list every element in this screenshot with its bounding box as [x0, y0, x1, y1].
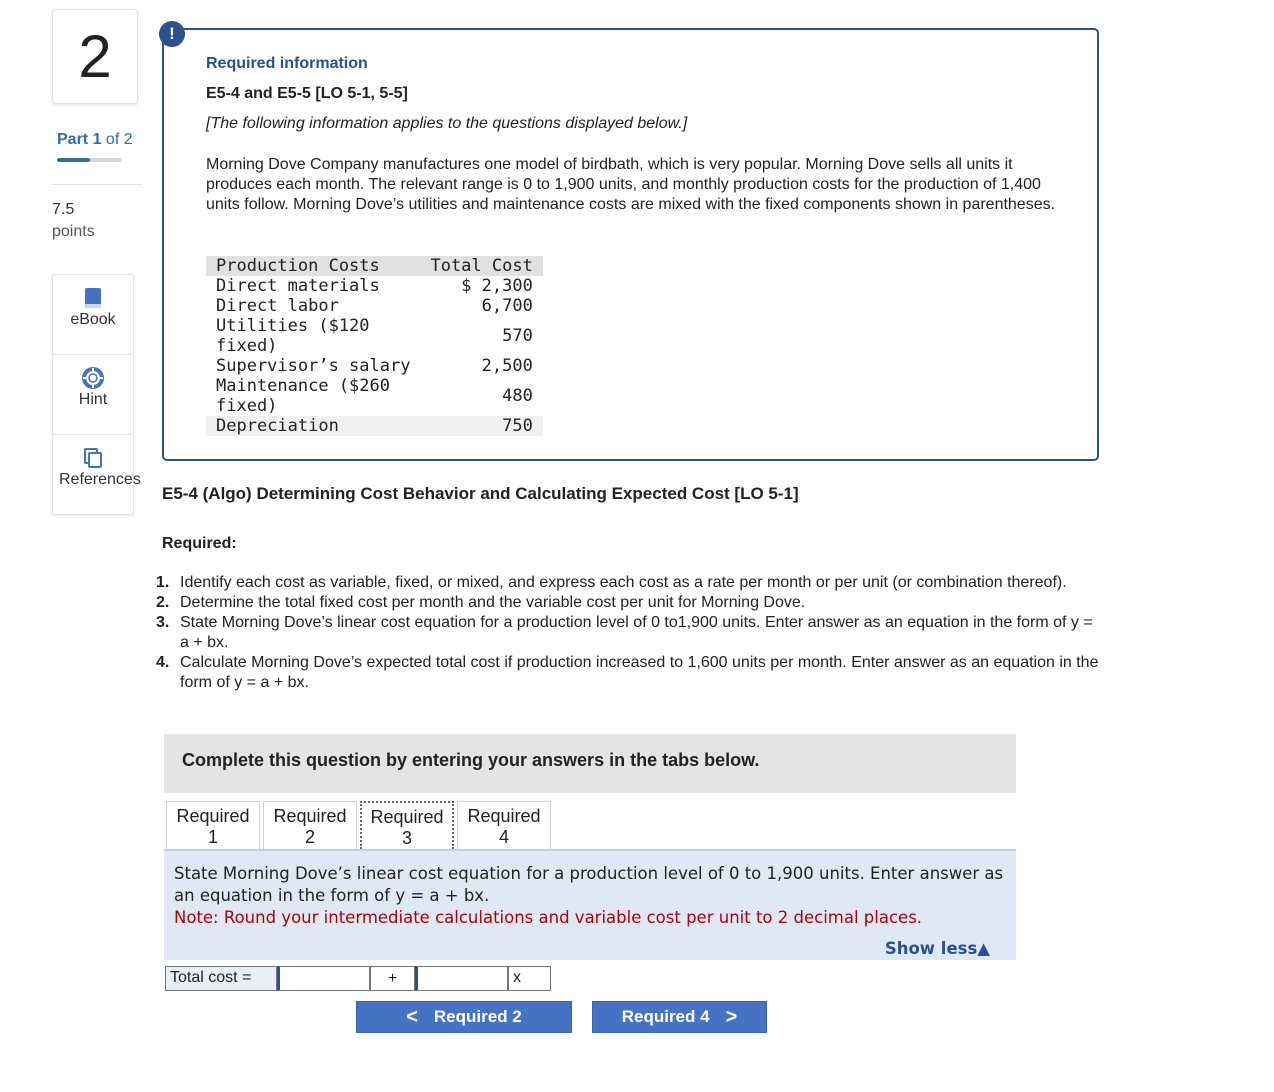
required-label: Required: [162, 535, 237, 552]
info-intro: Morning Dove Company manufactures one model of birdbath, which is very popular. Morning Dove sells all units it produces each month. The relevant range is 0 to 1,900 units, and monthly production costs for the production of 1,400 units follow. Morning Dove’s utilities and maintenance costs are mixed with the fixed components shown in parentheses. [206, 156, 1056, 213]
requirements-list [156, 573, 1106, 693]
item-number: 3. [156, 614, 170, 631]
part-label-rest: of 2 [105, 131, 133, 148]
table-row [206, 316, 543, 356]
cost-name: Direct labor [216, 296, 339, 316]
list-item [156, 613, 1106, 653]
plus-sign: + [370, 966, 415, 991]
item-number: 1. [156, 574, 170, 591]
table-row [206, 276, 543, 296]
cost-value: 480 [502, 386, 533, 406]
required-information-heading: Required information [206, 55, 368, 72]
show-less-link[interactable] [885, 938, 990, 960]
triangle-up-icon: ▲ [977, 939, 990, 958]
complete-question-banner: Complete this question by entering your answers in the tabs below. [164, 734, 1016, 793]
book-icon [53, 287, 133, 309]
exercise-title: E5-4 (Algo) Determining Cost Behavior and Calculating Expected Cost [LO 5-1] [162, 484, 799, 503]
item-number: 4. [156, 654, 170, 671]
previous-required-2-button[interactable] [356, 1001, 572, 1033]
tab-required-4[interactable] [457, 801, 551, 849]
list-item [156, 573, 1106, 593]
tab-label-line2: 2 [304, 827, 315, 847]
item-number: 2. [156, 594, 170, 611]
cost-name: Direct materials [216, 276, 380, 296]
tab-label-line2: 4 [498, 827, 509, 847]
list-item [156, 653, 1106, 693]
cost-value: 750 [420, 416, 542, 436]
equation-row [165, 966, 551, 991]
part-label-bold: Part 1 [57, 131, 102, 148]
cost-name: Maintenance ($260 fixed) [216, 376, 390, 416]
hint-button[interactable] [53, 367, 133, 435]
cost-value: 2,500 [481, 356, 533, 376]
alert-icon: ! [159, 21, 185, 47]
tab-label-line1: Required [467, 806, 541, 826]
variable-cost-input[interactable] [415, 966, 508, 991]
tab-panel-required-3 [164, 849, 1016, 960]
references-label: References [59, 471, 141, 488]
chevron-right-icon: > [725, 1005, 738, 1028]
info-note: [The following information applies to the questions displayed below.] [206, 115, 688, 132]
fixed-cost-input[interactable] [277, 966, 370, 991]
column-header-total-cost: Total Cost [420, 256, 542, 276]
next-button-label: Required 4 [621, 1007, 710, 1026]
ebook-label: eBook [70, 311, 116, 328]
tools-panel [52, 274, 141, 515]
column-header-production-costs: Production Costs [206, 256, 420, 276]
cost-name: Depreciation [206, 416, 420, 436]
cost-name: Supervisor’s salary [216, 356, 411, 376]
table-row [206, 416, 543, 436]
list-item [156, 593, 1106, 613]
table-header-row [206, 256, 543, 276]
tab-label-line1: Required [370, 807, 444, 827]
item-text: Calculate Morning Dove’s expected total cost if production increased to 1,600 units per month. Enter answer as an equation in the form of y = a + bx. [180, 654, 1099, 691]
tab-required-2[interactable] [263, 801, 357, 849]
references-button[interactable] [53, 447, 141, 514]
tab-label-line1: Required [176, 806, 250, 826]
cost-value: $ 2,300 [461, 276, 533, 296]
tab-label-line1: Required [273, 806, 347, 826]
item-text: State Morning Dove’s linear cost equation for a production level of 0 to1,900 units. Enter answer as an equation in the form of y = a + bx. [180, 614, 1093, 651]
show-less-label: Show less [884, 939, 978, 958]
next-required-4-button[interactable] [592, 1001, 767, 1033]
lifebuoy-icon [53, 367, 133, 389]
divider [52, 184, 142, 185]
info-title: E5-4 and E5-5 [LO 5-1, 5-5] [206, 85, 408, 102]
table-row [206, 356, 543, 376]
table-row [206, 376, 543, 416]
table-row [206, 296, 543, 316]
tab-required-1[interactable] [166, 801, 260, 849]
cost-name: Utilities ($120 fixed) [216, 316, 370, 356]
tab-label-line2: 1 [207, 827, 218, 847]
chevron-left-icon: < [406, 1005, 418, 1028]
question-number: 2 [52, 9, 138, 104]
part-progress-bar [57, 158, 122, 162]
item-text: Determine the total fixed cost per month and the variable cost per unit for Morning Dove. [180, 594, 806, 611]
panel-instruction: State Morning Dove’s linear cost equation for a production level of 0 to 1,900 units. Enter answer as an equation in the form of y = a + bx. [174, 864, 1004, 905]
total-cost-label: Total cost = [165, 966, 277, 991]
panel-rounding-note: Note: Round your intermediate calculations and variable cost per unit to 2 decimal places. [174, 908, 923, 927]
prev-button-label: Required 2 [433, 1007, 522, 1026]
x-variable: x [508, 966, 551, 991]
copy-pages-icon [53, 447, 133, 469]
part-progress-fill [57, 158, 90, 162]
hint-label: Hint [78, 391, 108, 408]
part-indicator [57, 131, 133, 149]
cost-value: 570 [502, 326, 533, 346]
requirement-tabs [166, 801, 554, 850]
points-label: points [52, 223, 95, 240]
cost-value: 6,700 [481, 296, 533, 316]
ebook-button[interactable] [53, 287, 133, 355]
tab-required-3[interactable] [360, 801, 454, 849]
tab-label-line2: 3 [401, 828, 412, 848]
points-value: 7.5 [52, 201, 75, 218]
production-costs-table [206, 256, 543, 436]
item-text: Identify each cost as variable, fixed, or mixed, and express each cost as a rate per month or per unit (or combination thereof). [180, 574, 1067, 591]
